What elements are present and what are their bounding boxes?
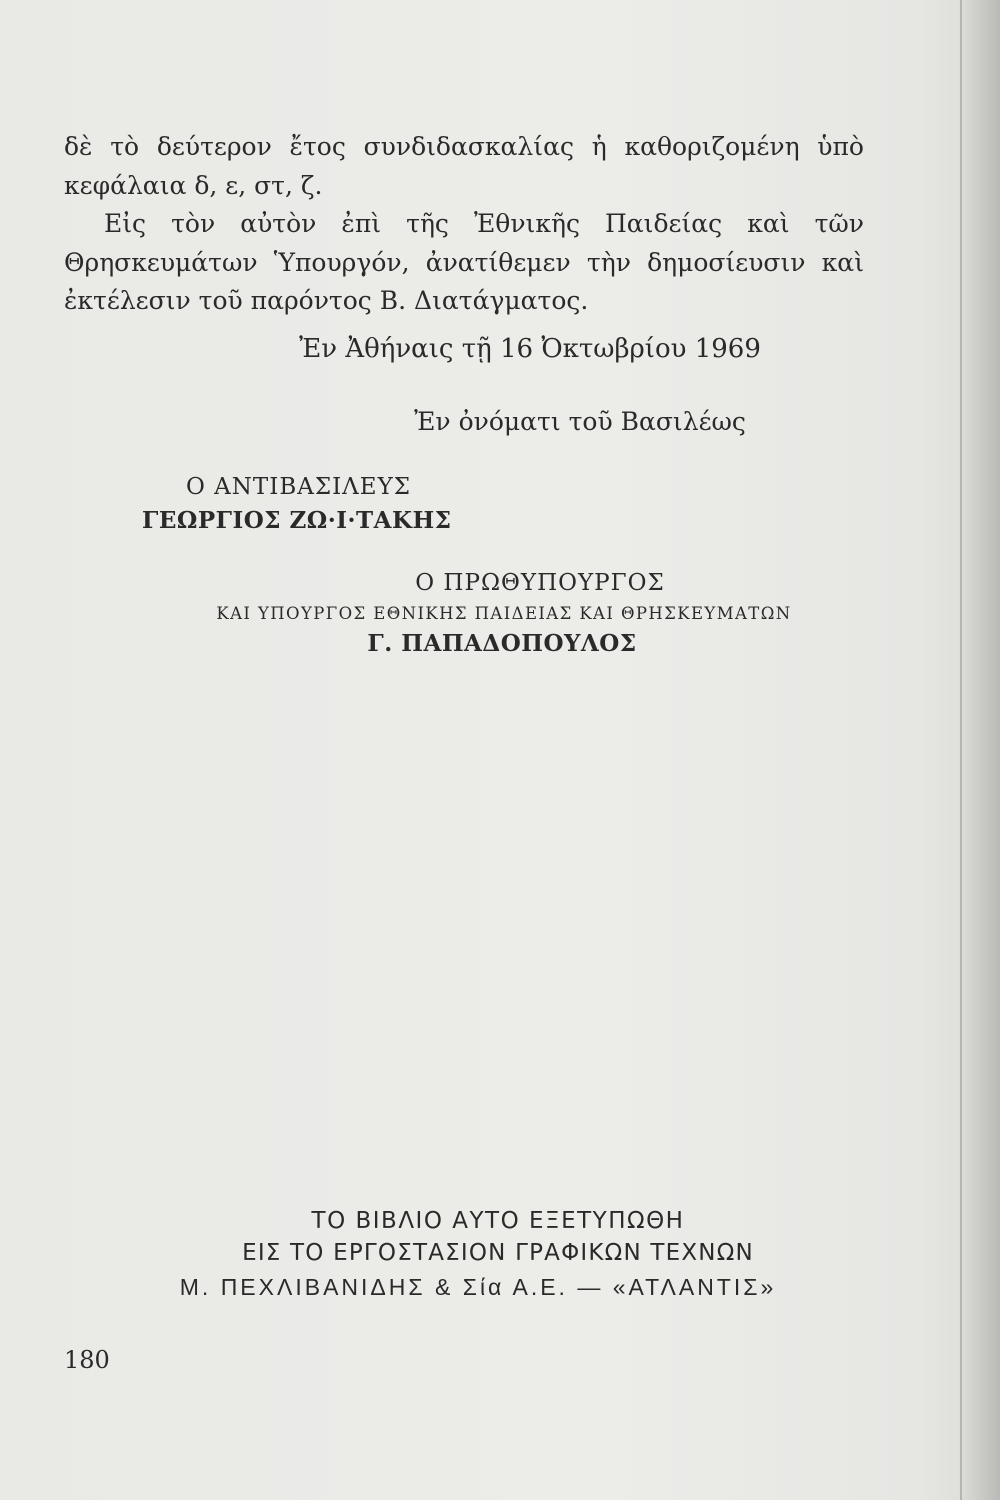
prime-minister-name: Γ. ΠΑΠΑΔΟΠΟΥΛΟΣ — [367, 630, 637, 657]
prime-minister-subtitle: ΚΑΙ ΥΠΟΥΡΓΟΣ ΕΘΝΙΚΗΣ ΠΑΙΔΕΙΑΣ ΚΑΙ ΘΡΗΣΚΕΥΜΑΤΩΝ — [216, 604, 792, 623]
printer-note-line-2: ΕΙΣ ΤΟ ΕΡΓΟΣΤΑΣΙΟΝ ΓΡΑΦΙΚΩΝ ΤΕΧΝΩΝ — [242, 1240, 754, 1266]
prime-minister-title: Ο ΠΡΩΘΥΠΟΥΡΓΟΣ — [415, 570, 665, 596]
regent-name: ΓΕΩΡΓΙΟΣ ΖΩ·Ι·ΤΑΚΗΣ — [142, 507, 452, 534]
printer-note-line-3: Μ. ΠΕΧΛΙΒΑΝΙΔΗΣ & Σία Α.Ε. — «ΑΤΛΑΝΤΙΣ» — [179, 1274, 777, 1300]
regent-title: Ο ΑΝΤΙΒΑΣΙΛΕΥΣ — [186, 474, 412, 500]
body-text — [64, 128, 864, 321]
paragraph-assignment: Εἰς τὸν αὐτὸν ἐπὶ τῆς Ἐθνικῆς Παιδείας καὶ τῶν Θρησκευμάτων Ὑπουργόν, ἀνατίθεμεν τὴν δημοσίευσιν καὶ ἐκτέλεσιν τοῦ παρόντος Β. Διατάγματος. — [64, 209, 864, 315]
date-line: Ἐν Ἀθήναις τῇ 16 Ὀκτωβρίου 1969 — [299, 334, 761, 364]
page-number: 180 — [64, 1346, 110, 1374]
paragraph-continuation: δὲ τὸ δεύτερον ἔτος συνδιδασκαλίας ἡ καθοριζομένη ὑπὸ κεφάλαια δ, ε, στ, ζ. — [64, 132, 864, 200]
printer-note-line-1: ΤΟ ΒΙΒΛΙΟ ΑΥΤΟ ΕΞΕΤΥΠΩΘΗ — [311, 1208, 685, 1234]
in-name-of-king-line: Ἐν ὀνόματι τοῦ Βασιλέως — [414, 407, 746, 436]
